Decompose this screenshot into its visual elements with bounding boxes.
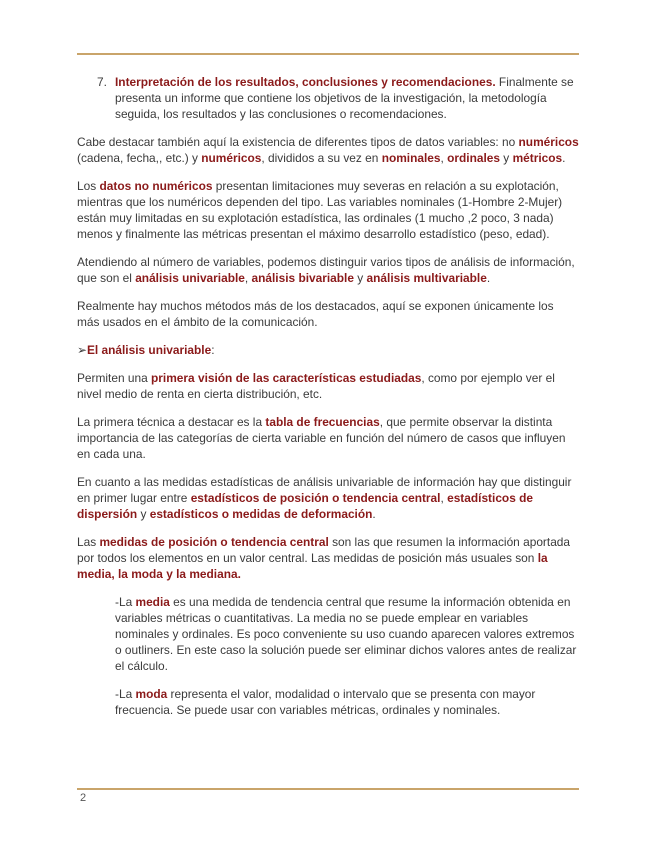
- term-analisis-univariable: análisis univariable: [135, 271, 245, 285]
- paragraph-central-tendency: Las medidas de posición o tendencia central son las que resumen la información aportada por todos los elementos en un valor central. Las medidas de posición más usuales son la media, la moda y la mediana.: [77, 535, 571, 581]
- page-number: 2: [80, 792, 87, 804]
- sub-paragraph-moda: -La moda representa el valor, modalidad o intervalo que se presenta con mayor frecuencia. Se puede usar con variables métricas, ordinales y nominales.: [115, 687, 536, 717]
- list-item-text: Finalmente se presenta un informe que contiene los objetivos de la investigación, la metodología seguida, los resultados y las conclusiones o recomendaciones.: [115, 75, 574, 121]
- term-analisis-bivariable: análisis bivariable: [251, 271, 354, 285]
- term-primera-vision: primera visión de las características estudiadas: [151, 371, 422, 385]
- paragraph-methods: Realmente hay muchos métodos más de los destacados, aquí se exponen únicamente los más usados en el ámbito de la comunicación.: [77, 299, 554, 329]
- sub-paragraph-media: -La media es una medida de tendencia central que resume la información obtenida en variables métricas o cuantitativas. La media no se puede emplear en variables nominales y ordinales. Es poco conveniente su uso cuando aparecen valores extremos o outliners. En este caso la solución puede ser eliminar dichos valores antes de realizar el cálculo.: [115, 595, 577, 673]
- header-rule: [77, 53, 579, 55]
- paragraph-data-types: Cabe destacar también aquí la existencia de diferentes tipos de datos variables: no numéricos (cadena, fecha,, etc.) y numéricos, divididos a su vez en nominales, ordinales y métricos.: [77, 135, 579, 165]
- paragraph-non-numeric: Los datos no numéricos presentan limitaciones muy severas en relación a su explotación, mientras que los numéricos dependen del tipo. Las variables nominales (1-Hombre 2-Mujer) están muy limitadas en su explotación estadística, las ordinales (1 mucho ,2 poco, 3 nada) menos y finalmente las métricas presentan el máximo desarrollo estadístico (peso, edad).: [77, 179, 563, 241]
- term-medidas-posicion: medidas de posición o tendencia central: [99, 535, 329, 549]
- paragraph-frequency-table: La primera técnica a destacar es la tabla de frecuencias, que permite observar la distinta importancia de las categorías de cierta variable en función del número de casos que influyen en cada una.: [77, 415, 566, 461]
- term-moda: moda: [135, 687, 168, 701]
- arrow-icon: ➢: [77, 343, 87, 357]
- paragraph-analysis-types: Atendiendo al número de variables, podemos distinguir varios tipos de análisis de información, que son el análisis univariable, análisis bivariable y análisis multivariable.: [77, 255, 575, 285]
- term-datos-no-numericos: datos no numéricos: [99, 179, 213, 193]
- term-ordinales: ordinales: [447, 151, 500, 165]
- term-media-moda-mediana: la media, la moda y la mediana.: [77, 551, 548, 581]
- term-numericos-2: numéricos: [201, 151, 262, 165]
- list-item-title: Interpretación de los resultados, conclusiones y recomendaciones.: [115, 75, 496, 89]
- paragraph-first-view: Permiten una primera visión de las características estudiadas, como por ejemplo ver el nivel medio de renta en cierta distribución, etc.: [77, 371, 555, 401]
- paragraph-statistics: En cuanto a las medidas estadísticas de análisis univariable de información hay que distinguir en primer lugar entre estadísticos de posición o tendencia central, estadísticos de dispersión y estadísticos o medidas de deformación.: [77, 475, 572, 521]
- term-media: media: [135, 595, 170, 609]
- term-estadisticos-posicion: estadísticos de posición o tendencia central: [190, 491, 441, 505]
- term-numericos: numéricos: [518, 135, 579, 149]
- term-nominales: nominales: [381, 151, 441, 165]
- footer-rule: [77, 788, 579, 790]
- section-heading-text: El análisis univariable: [86, 343, 212, 357]
- term-metricos: métricos: [512, 151, 563, 165]
- term-estadisticos-deformacion: estadísticos o medidas de deformación: [149, 507, 373, 521]
- section-heading-univariable: ➢El análisis univariable:: [77, 343, 215, 357]
- term-tabla-frecuencias: tabla de frecuencias: [265, 415, 380, 429]
- term-analisis-multivariable: análisis multivariable: [366, 271, 487, 285]
- list-item-7: [77, 74, 579, 122]
- term-estadisticos-dispersion: estadísticos de dispersión: [77, 491, 533, 521]
- page-body: [77, 74, 579, 730]
- list-number: 7.: [97, 75, 107, 89]
